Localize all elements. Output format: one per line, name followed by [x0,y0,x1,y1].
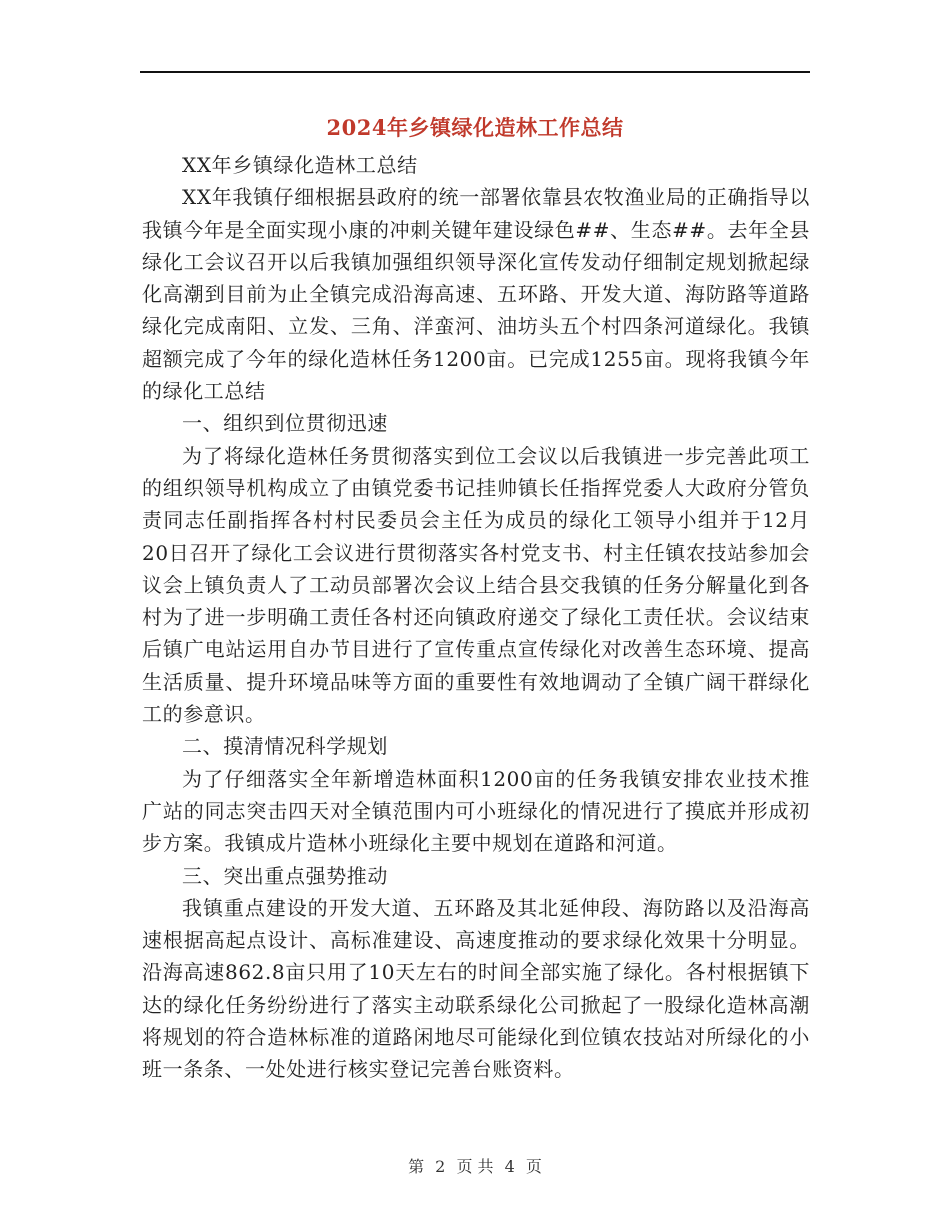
paragraph-subtitle: XX年乡镇绿化造林工总结 [182,153,418,177]
section-heading-2: 二、摸清情况科学规划 [182,734,388,759]
footer-middle: 页 共 [456,1157,494,1176]
footer-total-pages: 4 [504,1157,515,1176]
page-footer [0,1154,950,1177]
section-heading-1: 一、组织到位贯彻迅速 [182,411,388,436]
footer-prefix: 第 [408,1157,425,1176]
paragraph-intro: XX年我镇仔细根据县政府的统一部署依靠县农牧渔业局的正确指导以我镇今年是全面实现小康的冲刺关键年建设绿色##、生态##。去年全县绿化工会议召开以后我镇加强组织领导深化宣传发动仔细制定规划掀起绿化高潮到目前为止全镇完成沿海高速、五环路、开发大道、海防路等道路绿化完成南阳、立发、三角、洋蛮河、油坊头五个村四条河道绿化。我镇超额完成了今年的绿化造林任务1200亩。已完成1255亩。现将我镇今年的绿化工总结 [142,185,810,404]
paragraph-section-1: 为了将绿化造林任务贯彻落实到位工会议以后我镇进一步完善此项工的组织领导机构成立了由镇党委书记挂帅镇长任指挥党委人大政府分管负责同志任副指挥各村村民委员会主任为成员的绿化工领导小组并于12月20日召开了绿化工会议进行贯彻落实各村党支书、村主任镇农技站参加会议会上镇负责人了工动员部署次会议上结合县交我镇的任务分解量化到各村为了进一步明确工责任各村还向镇政府递交了绿化工责任状。会议结束后镇广电站运用自办节目进行了宣传重点宣传绿化对改善生态环境、提高生活质量、提升环境品味等方面的重要性有效地调动了全镇广阔干群绿化工的参意识。 [142,443,810,727]
header-rule [140,71,810,73]
document-title: 2024年乡镇绿化造林工作总结 [326,115,624,140]
section-heading-3: 三、突出重点强势推动 [182,863,388,888]
footer-suffix: 页 [525,1157,542,1176]
paragraph-section-2: 为了仔细落实全年新增造林面积1200亩的任务我镇安排农业技术推广站的同志突击四天对全镇范围内可小班绿化的情况进行了摸底并形成初步方案。我镇成片造林小班绿化主要中规划在道路和河道。 [142,766,810,856]
paragraph-section-3: 我镇重点建设的开发大道、五环路及其北延伸段、海防路以及沿海高速根据高起点设计、高标准建设、高速度推动的要求绿化效果十分明显。沿海高速862.8亩只用了10天左右的时间全部实施了绿化。各村根据镇下达的绿化任务纷纷进行了落实主动联系绿化公司掀起了一股绿化造林高潮将规划的符合造林标准的道路闲地尽可能绿化到位镇农技站对所绿化的小班一条条、一处处进行核实登记完善台账资料。 [142,895,810,1082]
document-body [142,149,810,1086]
footer-page-number: 2 [435,1157,446,1176]
